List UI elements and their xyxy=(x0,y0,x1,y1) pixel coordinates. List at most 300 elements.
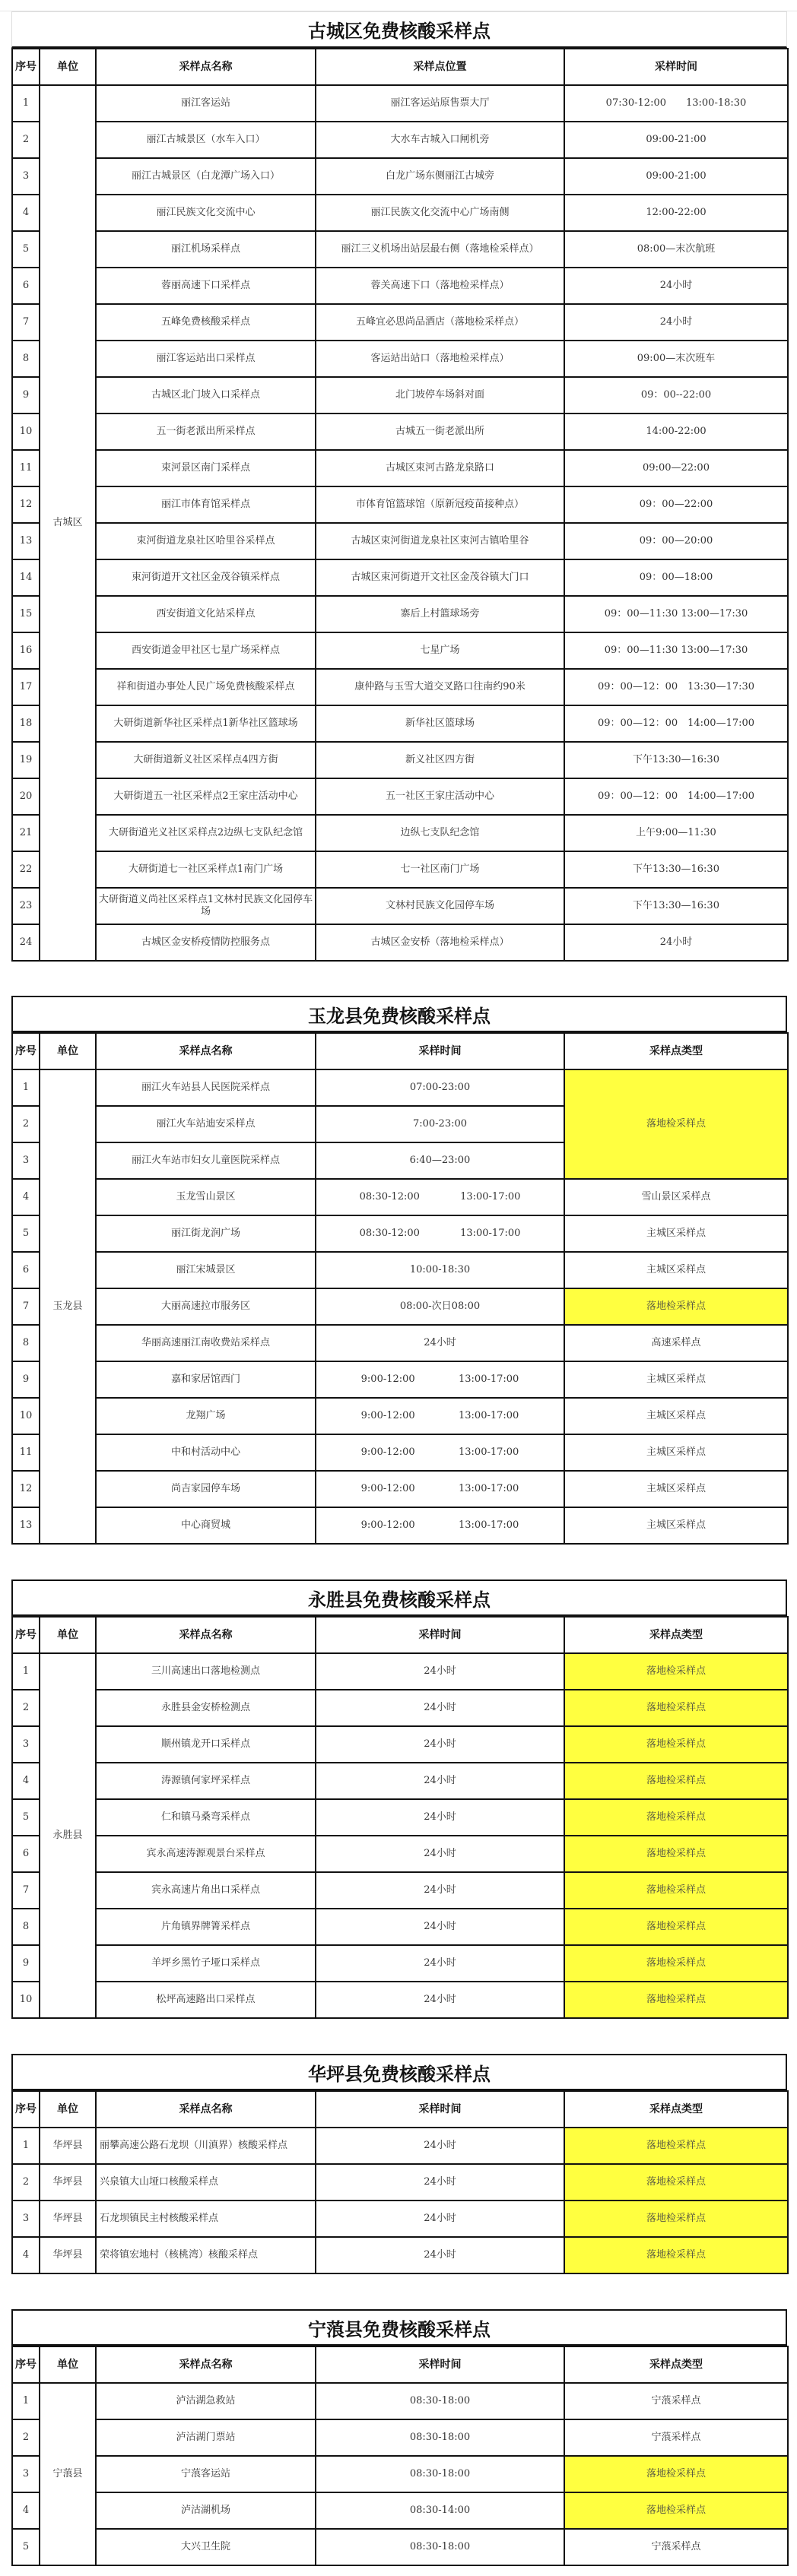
table-row xyxy=(12,1690,788,1726)
row-number: 21 xyxy=(12,815,40,851)
time-cell: 08:00-次日08:00 xyxy=(316,1288,564,1325)
time-cell: 07:00-23:00 xyxy=(316,1069,564,1106)
site-type: 落地检采样点 xyxy=(564,1653,788,1690)
table-row xyxy=(12,268,788,304)
col-header-no: 序号 xyxy=(12,1617,40,1653)
site-name: 丽江古城景区（水车入口） xyxy=(96,122,316,158)
time-cell: 上午9:00—11:30 xyxy=(564,815,788,851)
time-cell: 09：00—11:30 13:00—17:30 xyxy=(564,596,788,632)
site-name: 丽攀高速公路石龙坝（川滇界）核酸采样点 xyxy=(96,2128,316,2164)
time-cell: 24小时 xyxy=(316,1763,564,1799)
site-name: 西安街道文化站采样点 xyxy=(96,596,316,632)
time-cell: 09：00—12：00 14:00—17:00 xyxy=(564,778,788,815)
huaping-table xyxy=(11,2090,789,2274)
site-location: 边纵七支队纪念馆 xyxy=(316,815,564,851)
table-row xyxy=(12,1836,788,1872)
site-location: 古城区束河街道开文社区金茂谷镇大门口 xyxy=(316,559,564,596)
time-cell: 24小时 xyxy=(316,1726,564,1763)
site-name: 大研街道光义社区采样点2边纵七支队纪念馆 xyxy=(96,815,316,851)
time-cell: 07:30-12:00 13:00-18:30 xyxy=(564,85,788,122)
site-name: 丽江火车站迪安采样点 xyxy=(96,1106,316,1142)
ninglang-table xyxy=(11,2346,789,2566)
row-number: 8 xyxy=(12,1325,40,1361)
table-row xyxy=(12,705,788,742)
row-number: 12 xyxy=(12,486,40,523)
site-location: 古城区束河古路龙泉路口 xyxy=(316,450,564,486)
table-row xyxy=(12,1069,788,1106)
site-type: 落地检采样点 xyxy=(564,1872,788,1909)
site-name: 石龙坝镇民主村核酸采样点 xyxy=(96,2201,316,2237)
time-cell: 7:00-23:00 xyxy=(316,1106,564,1142)
time-cell: 08:00—末次航班 xyxy=(564,231,788,268)
site-type: 主城区采样点 xyxy=(564,1252,788,1288)
col-header-time: 采样时间 xyxy=(316,1617,564,1653)
site-name: 丽江古城景区（白龙潭广场入口） xyxy=(96,158,316,195)
col-header-unit: 单位 xyxy=(40,1617,96,1653)
time-cell: 下午13:30—16:30 xyxy=(564,851,788,888)
time-afternoon: 13:00-17:00 xyxy=(460,1191,521,1202)
table-row xyxy=(12,1179,788,1215)
row-number: 7 xyxy=(12,1872,40,1909)
row-number: 5 xyxy=(12,2529,40,2565)
row-number: 8 xyxy=(12,1909,40,1945)
unit-cell: 古城区 xyxy=(40,85,96,961)
row-number: 22 xyxy=(12,851,40,888)
row-number: 13 xyxy=(12,523,40,559)
ninglang-section xyxy=(11,2309,787,2566)
table-row xyxy=(12,815,788,851)
site-name: 泸沽湖急救站 xyxy=(96,2383,316,2419)
table-row xyxy=(12,2383,788,2419)
time-morning: 9:00-12:00 xyxy=(360,1374,415,1385)
site-location: 丽江客运站原售票大厅 xyxy=(316,85,564,122)
site-location: 白龙广场东侧丽江古城旁 xyxy=(316,158,564,195)
table-row xyxy=(12,450,788,486)
site-name: 丽江客运站 xyxy=(96,85,316,122)
time-cell: 12:00-22:00 xyxy=(564,195,788,231)
time-cell: 09：00—20:00 xyxy=(564,523,788,559)
site-name: 片角镇界牌箐采样点 xyxy=(96,1909,316,1945)
table-row xyxy=(12,1252,788,1288)
site-type: 主城区采样点 xyxy=(564,1434,788,1471)
time-cell: 24小时 xyxy=(316,1909,564,1945)
time-cell: 24小时 xyxy=(316,1945,564,1982)
col-header-type: 采样点类型 xyxy=(564,1617,788,1653)
site-type: 落地检采样点 xyxy=(564,1069,788,1179)
col-header-unit: 单位 xyxy=(40,2091,96,2128)
time-cell: 09：00—11:30 13:00—17:30 xyxy=(564,632,788,669)
site-name: 丽江火车站市妇女儿童医院采样点 xyxy=(96,1142,316,1179)
time-cell: 24小时 xyxy=(316,2128,564,2164)
time-morning: 9:00-12:00 xyxy=(360,1446,415,1458)
time-cell: 08:30-18:00 xyxy=(316,2456,564,2492)
time-cell xyxy=(316,1215,564,1252)
site-name: 丽江客运站出口采样点 xyxy=(96,341,316,377)
table-row xyxy=(12,1361,788,1398)
row-number: 4 xyxy=(12,2237,40,2273)
site-name: 永胜县金安桥检测点 xyxy=(96,1690,316,1726)
site-location: 七一社区南门广场 xyxy=(316,851,564,888)
row-number: 13 xyxy=(12,1507,40,1544)
site-name: 宾永高速片角出口采样点 xyxy=(96,1872,316,1909)
row-number: 5 xyxy=(12,1799,40,1836)
time-cell: 24小时 xyxy=(316,1799,564,1836)
time-morning: 9:00-12:00 xyxy=(360,1519,415,1531)
table-row xyxy=(12,2164,788,2201)
site-name: 嘉和家居馆西门 xyxy=(96,1361,316,1398)
row-number: 2 xyxy=(12,122,40,158)
site-name: 西安街道金甲社区七星广场采样点 xyxy=(96,632,316,669)
time-afternoon: 13:00-17:00 xyxy=(460,1228,521,1239)
time-cell: 24小时 xyxy=(316,1982,564,2018)
table-row xyxy=(12,1726,788,1763)
yulong-table xyxy=(11,1032,789,1545)
col-header-time: 采样时间 xyxy=(316,2346,564,2383)
time-afternoon: 13:00-17:00 xyxy=(459,1410,519,1421)
site-location: 七星广场 xyxy=(316,632,564,669)
unit-cell: 华坪县 xyxy=(40,2237,96,2273)
site-type: 高速采样点 xyxy=(564,1325,788,1361)
time-cell xyxy=(316,1179,564,1215)
section-title: 华坪县免费核酸采样点 xyxy=(11,2054,787,2090)
time-cell: 08:30-18:00 xyxy=(316,2419,564,2456)
time-afternoon: 13:00-17:00 xyxy=(459,1446,519,1458)
table-row xyxy=(12,304,788,341)
site-name: 华丽高速丽江南收费站采样点 xyxy=(96,1325,316,1361)
row-number: 9 xyxy=(12,377,40,413)
table-row xyxy=(12,1507,788,1544)
site-name: 祥和街道办事处人民广场免费核酸采样点 xyxy=(96,669,316,705)
time-afternoon: 13:00-17:00 xyxy=(459,1374,519,1385)
row-number: 9 xyxy=(12,1945,40,1982)
table-row xyxy=(12,85,788,122)
section-title: 宁蒗县免费核酸采样点 xyxy=(11,2309,787,2346)
table-row xyxy=(12,1763,788,1799)
time-cell xyxy=(316,1361,564,1398)
row-number: 20 xyxy=(12,778,40,815)
site-name: 古城区金安桥疫情防控服务点 xyxy=(96,924,316,961)
header-row xyxy=(12,49,788,85)
site-type: 宁蒗采样点 xyxy=(564,2529,788,2565)
table-row xyxy=(12,1653,788,1690)
row-number: 11 xyxy=(12,450,40,486)
row-number: 1 xyxy=(12,2383,40,2419)
site-type: 落地检采样点 xyxy=(564,1763,788,1799)
col-header-name: 采样点名称 xyxy=(96,1617,316,1653)
site-name: 大丽高速拉市服务区 xyxy=(96,1288,316,1325)
table-row xyxy=(12,195,788,231)
table-row xyxy=(12,1945,788,1982)
table-row xyxy=(12,1909,788,1945)
header-row xyxy=(12,1033,788,1069)
site-location: 丽江民族文化交流中心广场南侧 xyxy=(316,195,564,231)
table-row xyxy=(12,2201,788,2237)
yongsheng-section xyxy=(11,1580,787,2019)
site-location: 康仲路与玉雪大道交叉路口往南约90米 xyxy=(316,669,564,705)
row-number: 1 xyxy=(12,1653,40,1690)
site-name: 泸沽湖门票站 xyxy=(96,2419,316,2456)
time-cell: 24小时 xyxy=(564,924,788,961)
table-row xyxy=(12,596,788,632)
time-cell: 24小时 xyxy=(316,1872,564,1909)
site-name: 丽江市体育馆采样点 xyxy=(96,486,316,523)
table-row xyxy=(12,778,788,815)
col-header-time: 采样时间 xyxy=(316,1033,564,1069)
time-cell: 24小时 xyxy=(316,2164,564,2201)
site-location: 五一社区王家庄活动中心 xyxy=(316,778,564,815)
site-type: 落地检采样点 xyxy=(564,1288,788,1325)
col-header-no: 序号 xyxy=(12,2346,40,2383)
table-row xyxy=(12,2492,788,2529)
site-name: 束河街道开文社区金茂谷镇采样点 xyxy=(96,559,316,596)
huaping-section xyxy=(11,2054,787,2274)
site-name: 丽江火车站县人民医院采样点 xyxy=(96,1069,316,1106)
row-number: 23 xyxy=(12,888,40,924)
site-name: 尚吉家园停车场 xyxy=(96,1471,316,1507)
site-name: 五峰免费核酸采样点 xyxy=(96,304,316,341)
site-name: 龙翔广场 xyxy=(96,1398,316,1434)
time-afternoon: 13:00-17:00 xyxy=(459,1483,519,1494)
table-row xyxy=(12,1471,788,1507)
site-name: 丽江民族文化交流中心 xyxy=(96,195,316,231)
table-row xyxy=(12,1872,788,1909)
row-number: 6 xyxy=(12,1836,40,1872)
site-location: 丽江三义机场出站层最右侧（落地检采样点） xyxy=(316,231,564,268)
site-location: 新义社区四方街 xyxy=(316,742,564,778)
time-cell: 24小时 xyxy=(316,1690,564,1726)
site-location: 古城区束河街道龙泉社区束河古镇哈里谷 xyxy=(316,523,564,559)
site-type: 落地检采样点 xyxy=(564,2128,788,2164)
row-number: 5 xyxy=(12,1215,40,1252)
time-morning: 08:30-12:00 xyxy=(359,1191,420,1202)
table-row xyxy=(12,413,788,450)
row-number: 9 xyxy=(12,1361,40,1398)
row-number: 4 xyxy=(12,1763,40,1799)
table-row xyxy=(12,2237,788,2273)
gucheng-table xyxy=(11,48,789,962)
col-header-unit: 单位 xyxy=(40,2346,96,2383)
site-type: 落地检采样点 xyxy=(564,1726,788,1763)
col-header-name: 采样点名称 xyxy=(96,1033,316,1069)
site-name: 束河景区南门采样点 xyxy=(96,450,316,486)
site-type: 落地检采样点 xyxy=(564,2164,788,2201)
row-number: 19 xyxy=(12,742,40,778)
col-header-location: 采样点位置 xyxy=(316,49,564,85)
site-location: 北门坡停车场斜对面 xyxy=(316,377,564,413)
time-cell: 09：00—12：00 13:30—17:30 xyxy=(564,669,788,705)
time-cell: 24小时 xyxy=(564,268,788,304)
site-type: 宁蒗采样点 xyxy=(564,2383,788,2419)
time-cell: 09:00—末次班车 xyxy=(564,341,788,377)
site-name: 蓉丽高速下口采样点 xyxy=(96,268,316,304)
table-row xyxy=(12,1398,788,1434)
site-type: 落地检采样点 xyxy=(564,1836,788,1872)
unit-cell: 华坪县 xyxy=(40,2164,96,2201)
row-number: 5 xyxy=(12,231,40,268)
site-location: 大水车古城入口闸机旁 xyxy=(316,122,564,158)
row-number: 4 xyxy=(12,1179,40,1215)
time-cell: 14:00-22:00 xyxy=(564,413,788,450)
table-row xyxy=(12,2456,788,2492)
col-header-unit: 单位 xyxy=(40,1033,96,1069)
site-name: 大研街道五一社区采样点2王家庄活动中心 xyxy=(96,778,316,815)
time-cell: 09：00--22:00 xyxy=(564,377,788,413)
row-number: 12 xyxy=(12,1471,40,1507)
site-name: 丽江宋城景区 xyxy=(96,1252,316,1288)
table-row xyxy=(12,559,788,596)
site-name: 丽江机场采样点 xyxy=(96,231,316,268)
site-type: 落地检采样点 xyxy=(564,1909,788,1945)
table-row xyxy=(12,486,788,523)
col-header-time: 采样时间 xyxy=(316,2091,564,2128)
time-cell: 24小时 xyxy=(564,304,788,341)
row-number: 2 xyxy=(12,2164,40,2201)
site-name: 泸沽湖机场 xyxy=(96,2492,316,2529)
table-row xyxy=(12,2529,788,2565)
header-row xyxy=(12,2091,788,2128)
time-cell: 08:30-18:00 xyxy=(316,2529,564,2565)
table-row xyxy=(12,523,788,559)
time-morning: 9:00-12:00 xyxy=(360,1483,415,1494)
site-name: 羊坪乡黑竹子垭口采样点 xyxy=(96,1945,316,1982)
time-cell: 09：00—12：00 14:00—17:00 xyxy=(564,705,788,742)
table-row xyxy=(12,851,788,888)
site-name: 宾永高速涛源观景台采样点 xyxy=(96,1836,316,1872)
site-name: 大研街道新华社区采样点1新华社区篮球场 xyxy=(96,705,316,742)
site-name: 中心商贸城 xyxy=(96,1507,316,1544)
row-number: 6 xyxy=(12,268,40,304)
time-cell: 09:00-21:00 xyxy=(564,122,788,158)
unit-cell: 宁蒗县 xyxy=(40,2383,96,2565)
site-type: 宁蒗采样点 xyxy=(564,2419,788,2456)
col-header-no: 序号 xyxy=(12,49,40,85)
site-name: 顺州镇龙开口采样点 xyxy=(96,1726,316,1763)
time-afternoon: 13:00-17:00 xyxy=(459,1519,519,1531)
site-location: 新华社区篮球场 xyxy=(316,705,564,742)
table-row xyxy=(12,1288,788,1325)
time-cell: 24小时 xyxy=(316,2237,564,2273)
col-header-type: 采样点类型 xyxy=(564,2346,788,2383)
site-type: 落地检采样点 xyxy=(564,1690,788,1726)
site-location: 五峰宜必思尚品酒店（落地检采样点） xyxy=(316,304,564,341)
row-number: 10 xyxy=(12,1982,40,2018)
col-header-name: 采样点名称 xyxy=(96,49,316,85)
table-row xyxy=(12,158,788,195)
site-name: 束河街道龙泉社区哈里谷采样点 xyxy=(96,523,316,559)
site-type: 落地检采样点 xyxy=(564,1799,788,1836)
row-number: 6 xyxy=(12,1252,40,1288)
time-morning: 08:30-12:00 xyxy=(359,1228,420,1239)
row-number: 7 xyxy=(12,1288,40,1325)
site-name: 大兴卫生院 xyxy=(96,2529,316,2565)
unit-cell: 华坪县 xyxy=(40,2201,96,2237)
site-name: 仁和镇马桑弯采样点 xyxy=(96,1799,316,1836)
header-row xyxy=(12,2346,788,2383)
col-header-time: 采样时间 xyxy=(564,49,788,85)
col-header-type: 采样点类型 xyxy=(564,2091,788,2128)
col-header-name: 采样点名称 xyxy=(96,2091,316,2128)
site-type: 落地检采样点 xyxy=(564,2237,788,2273)
site-location: 蓉关高速下口（落地检采样点） xyxy=(316,268,564,304)
site-location: 古城五一街老派出所 xyxy=(316,413,564,450)
site-name: 大研街道七一社区采样点1南门广场 xyxy=(96,851,316,888)
row-number: 2 xyxy=(12,1690,40,1726)
col-header-name: 采样点名称 xyxy=(96,2346,316,2383)
row-number: 10 xyxy=(12,413,40,450)
row-number: 3 xyxy=(12,2201,40,2237)
time-cell: 08:30-14:00 xyxy=(316,2492,564,2529)
site-type: 主城区采样点 xyxy=(564,1361,788,1398)
site-type: 落地检采样点 xyxy=(564,1982,788,2018)
row-number: 2 xyxy=(12,2419,40,2456)
yulong-section xyxy=(11,996,787,1545)
table-row xyxy=(12,377,788,413)
time-cell: 24小时 xyxy=(316,2201,564,2237)
site-location: 文林村民族文化园停车场 xyxy=(316,888,564,924)
site-name: 丽江街龙润广场 xyxy=(96,1215,316,1252)
table-row xyxy=(12,632,788,669)
table-row xyxy=(12,669,788,705)
table-row xyxy=(12,341,788,377)
row-number: 14 xyxy=(12,559,40,596)
site-location: 寨后上村篮球场旁 xyxy=(316,596,564,632)
site-name: 松坪高速路出口采样点 xyxy=(96,1982,316,2018)
col-header-no: 序号 xyxy=(12,2091,40,2128)
site-type: 落地检采样点 xyxy=(564,1945,788,1982)
site-type: 主城区采样点 xyxy=(564,1398,788,1434)
site-name: 大研街道新义社区采样点4四方街 xyxy=(96,742,316,778)
site-type: 雪山景区采样点 xyxy=(564,1179,788,1215)
section-title: 古城区免费核酸采样点 xyxy=(11,11,787,48)
row-number: 3 xyxy=(12,158,40,195)
site-name: 荣将镇宏地村（核桃湾）核酸采样点 xyxy=(96,2237,316,2273)
col-header-type: 采样点类型 xyxy=(564,1033,788,1069)
row-number: 11 xyxy=(12,1434,40,1471)
time-cell: 09：00—18:00 xyxy=(564,559,788,596)
time-cell xyxy=(316,1507,564,1544)
row-number: 24 xyxy=(12,924,40,961)
row-number: 1 xyxy=(12,85,40,122)
table-row xyxy=(12,122,788,158)
site-name: 涛源镇何家坪采样点 xyxy=(96,1763,316,1799)
header-row xyxy=(12,1617,788,1653)
site-type: 主城区采样点 xyxy=(564,1507,788,1544)
site-type: 落地检采样点 xyxy=(564,2492,788,2529)
row-number: 8 xyxy=(12,341,40,377)
site-type: 主城区采样点 xyxy=(564,1215,788,1252)
row-number: 15 xyxy=(12,596,40,632)
unit-cell: 永胜县 xyxy=(40,1653,96,2018)
site-name: 玉龙雪山景区 xyxy=(96,1179,316,1215)
table-row xyxy=(12,742,788,778)
table-row xyxy=(12,1799,788,1836)
table-row xyxy=(12,1434,788,1471)
unit-cell: 华坪县 xyxy=(40,2128,96,2164)
row-number: 17 xyxy=(12,669,40,705)
table-row xyxy=(12,924,788,961)
row-number: 2 xyxy=(12,1106,40,1142)
time-cell: 09:00—22:00 xyxy=(564,450,788,486)
site-name: 兴泉镇大山垭口核酸采样点 xyxy=(96,2164,316,2201)
time-cell: 09：00—22:00 xyxy=(564,486,788,523)
time-cell xyxy=(316,1398,564,1434)
time-cell: 6:40—23:00 xyxy=(316,1142,564,1179)
row-number: 4 xyxy=(12,2492,40,2529)
table-row xyxy=(12,231,788,268)
site-location: 古城区金安桥（落地检采样点） xyxy=(316,924,564,961)
site-name: 三川高速出口落地检测点 xyxy=(96,1653,316,1690)
time-cell xyxy=(316,1434,564,1471)
